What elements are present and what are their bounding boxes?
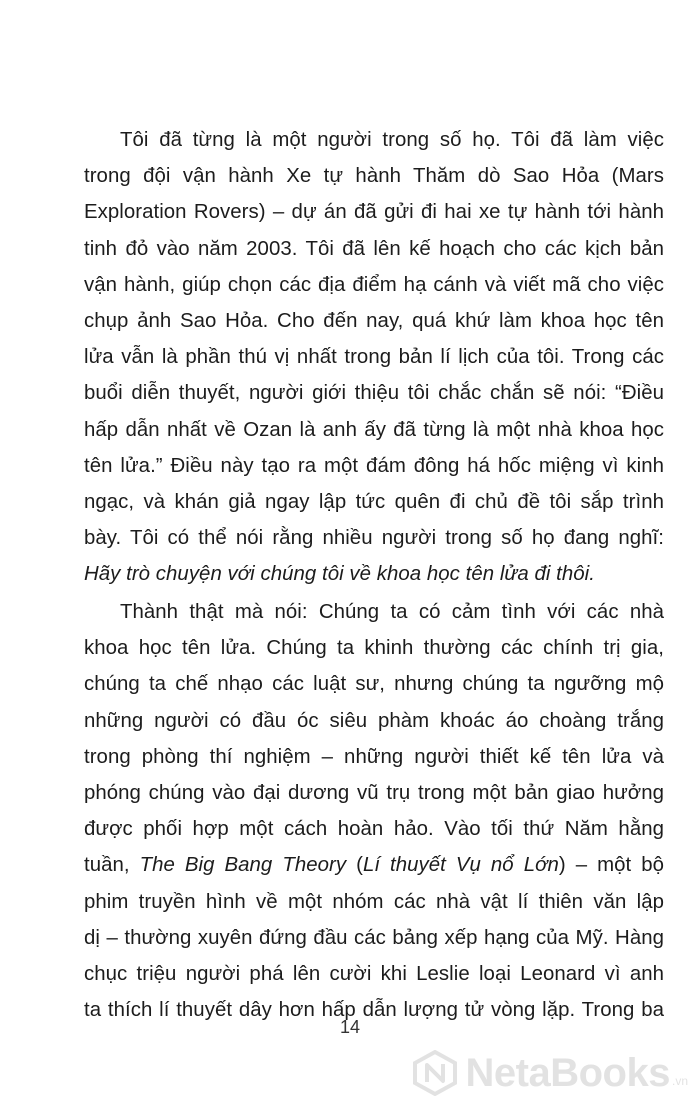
text-segment: tuần, xyxy=(84,854,140,877)
text-line: Thành thật mà nói: Chúng ta có cảm tình với các nhà xyxy=(120,601,664,623)
text-line: tinh đỏ vào năm 2003. Tôi đã lên kế hoạch cho các kịch bản xyxy=(84,237,664,260)
text-line: khoa học tên lửa. Chúng ta khinh thường các chính trị gia, xyxy=(84,637,664,660)
text-line: vận hành, giúp chọn các địa điểm hạ cánh và viết mã cho việc xyxy=(84,273,664,296)
italic-text-line: Hãy trò chuyện với chúng tôi về khoa học tên lửa đi thôi. xyxy=(84,563,595,586)
watermark-suffix: .vn xyxy=(671,1074,688,1088)
text-segment: ( xyxy=(346,854,363,877)
watermark-brand: NetaBooks xyxy=(465,1050,670,1095)
watermark xyxy=(412,1050,688,1096)
text-line: những người có đầu óc siêu phàm khoác áo choàng trắng xyxy=(84,709,664,732)
text-line: phóng chúng vào đại dương vũ trụ trong một bản giao hưởng xyxy=(84,781,664,804)
text-line: Tôi đã từng là một người trong số họ. Tôi đã làm việc xyxy=(120,129,664,151)
netabooks-logo-icon xyxy=(412,1050,458,1096)
show-title-italic: The Big Bang Theory xyxy=(139,854,347,877)
show-title-translation-italic: Lí thuyết Vụ nổ Lớn xyxy=(362,854,559,877)
text-line: dị – thường xuyên đứng đầu các bảng xếp hạng của Mỹ. Hàng xyxy=(84,926,664,949)
text-line: ngạc, và khán giả ngay lập tức quên đi chủ đề tôi sắp trình xyxy=(84,490,664,513)
text-line: chúng ta chế nhạo các luật sư, nhưng chúng ta ngưỡng mộ xyxy=(84,673,664,696)
paragraph-2 xyxy=(84,594,664,1028)
text-line: tên lửa.” Điều này tạo ra một đám đông há hốc miệng vì kinh xyxy=(84,454,664,477)
text-segment: ) – một bộ xyxy=(558,854,664,877)
text-line: phim truyền hình về một nhóm các nhà vật lí thiên văn lập xyxy=(84,890,664,913)
text-line: được phối hợp một cách hoàn hảo. Vào tối thứ Năm hằng xyxy=(84,818,664,841)
text-line: trong đội vận hành Xe tự hành Thăm dò Sao Hỏa (Mars xyxy=(84,165,664,188)
paragraph-1 xyxy=(84,122,664,592)
text-line: bày. Tôi có thể nói rằng nhiều người trong số họ đang nghĩ: xyxy=(84,527,664,550)
text-line: lửa vẫn là phần thú vị nhất trong bản lí lịch của tôi. Trong các xyxy=(84,346,664,369)
text-line: trong phòng thí nghiệm – những người thiết kế tên lửa và xyxy=(84,745,664,768)
text-line: buổi diễn thuyết, người giới thiệu tôi chắc chắn sẽ nói: “Điều xyxy=(84,382,664,405)
text-line: Exploration Rovers) – dự án đã gửi đi hai xe tự hành tới hành xyxy=(84,201,664,224)
text-line: hấp dẫn nhất về Ozan là anh ấy đã từng là một nhà khoa học xyxy=(84,418,664,441)
text-line-with-title xyxy=(84,847,664,883)
text-line: chụp ảnh Sao Hỏa. Cho đến nay, quá khứ làm khoa học tên xyxy=(84,309,664,332)
page-number: 14 xyxy=(339,1017,361,1037)
text-line: chục triệu người phá lên cười khi Leslie loại Leonard vì anh xyxy=(84,962,664,985)
text-line: ta thích lí thuyết dây hơn hấp dẫn lượng tử vòng lặp. Trong ba xyxy=(84,999,664,1022)
